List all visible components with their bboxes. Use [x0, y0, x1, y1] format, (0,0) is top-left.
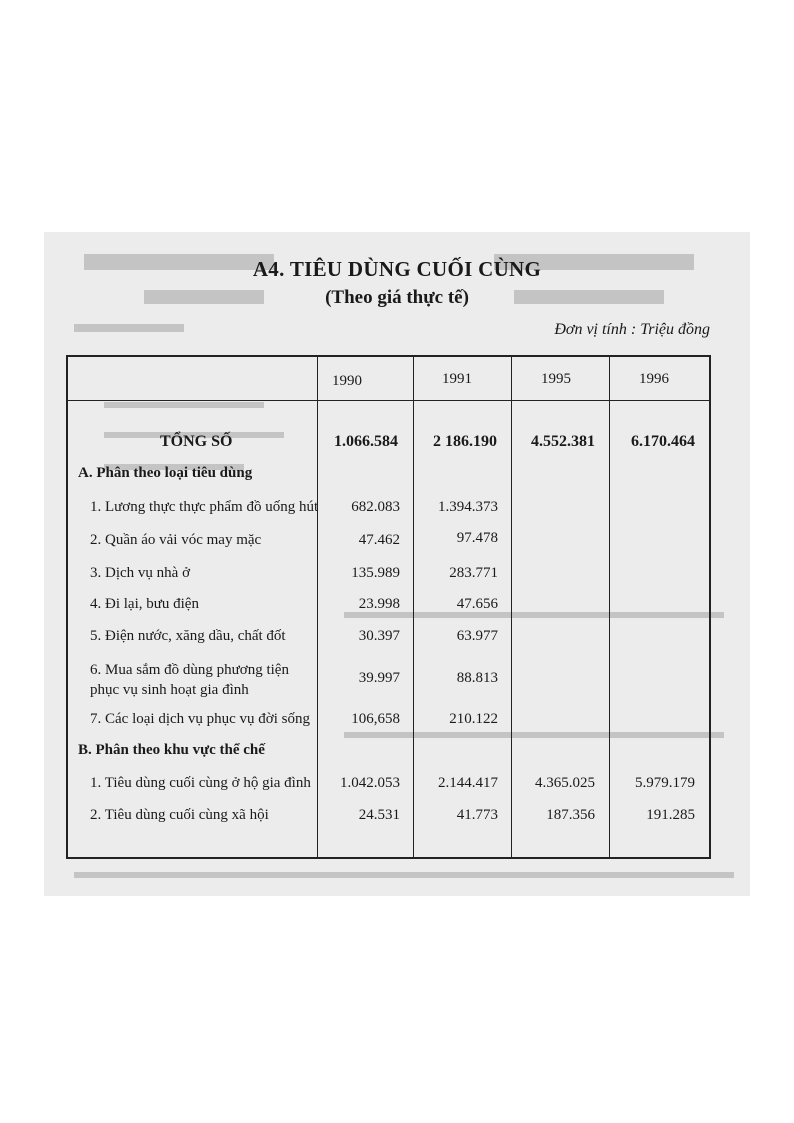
header-divider: [68, 400, 709, 401]
row-label-continued: phục vụ sinh hoạt gia đình: [90, 682, 249, 698]
cell-1990: 106,658: [351, 711, 400, 727]
cell-1991: 283.771: [449, 565, 498, 581]
table-subtitle: (Theo giá thực tế): [325, 287, 469, 308]
row-label: 7. Các loại dịch vụ phục vụ đời sống: [90, 711, 310, 727]
cell-1991: 1.394.373: [438, 499, 498, 515]
cell-1995: 187.356: [546, 807, 595, 823]
section-b-heading: B. Phân theo khu vực thể chế: [78, 742, 265, 758]
year-header-1991: 1991: [442, 371, 472, 387]
cell-1991: 47.656: [456, 596, 498, 612]
row-label: 4. Đi lại, bưu điện: [90, 596, 199, 612]
row-label: 5. Điện nước, xăng dầu, chất đốt: [90, 628, 286, 644]
cell-1991: 2.144.417: [438, 775, 498, 791]
total-label: TỔNG SỐ: [160, 433, 233, 450]
column-divider: [317, 357, 318, 857]
cell-1990: 24.531: [358, 807, 400, 823]
consumption-table: [66, 355, 711, 859]
cell-1995: 4.365.025: [535, 775, 595, 791]
cell-1990: 682.083: [351, 499, 400, 515]
total-1995: 4.552.381: [531, 433, 595, 450]
row-label: 1. Lương thực thực phẩm đồ uống hút: [90, 499, 319, 515]
cell-1991: 88.813: [456, 670, 498, 686]
year-header-1995: 1995: [541, 371, 571, 387]
year-header-1996: 1996: [639, 371, 669, 387]
total-1991: 2 186.190: [433, 433, 497, 450]
cell-1990: 39.997: [358, 670, 400, 686]
cell-1990: 1.042.053: [340, 775, 400, 791]
column-divider: [609, 357, 610, 857]
unit-label: Đơn vị tính : Triệu đồng: [554, 321, 710, 338]
cell-1990: 135.989: [351, 565, 400, 581]
cell-1991: 210.122: [449, 711, 498, 727]
row-label: 2. Quần áo vải vóc may mặc: [90, 532, 262, 548]
row-label: 6. Mua sắm đồ dùng phương tiện: [90, 662, 289, 678]
total-1990: 1.066.584: [334, 433, 398, 450]
row-label: 1. Tiêu dùng cuối cùng ở hộ gia đình: [90, 775, 311, 791]
cell-1996: 5.979.179: [635, 775, 695, 791]
cell-1990: 30.397: [358, 628, 400, 644]
cell-1996: 191.285: [646, 807, 695, 823]
cell-1991: 63.977: [456, 628, 498, 644]
year-header-1990: 1990: [332, 373, 362, 389]
row-label: 2. Tiêu dùng cuối cùng xã hội: [90, 807, 269, 823]
cell-1991: 41.773: [456, 807, 498, 823]
cell-1990: 47.462: [358, 532, 400, 548]
cell-1990: 23.998: [358, 596, 400, 612]
column-divider: [413, 357, 414, 857]
row-label: 3. Dịch vụ nhà ở: [90, 565, 190, 581]
column-divider: [511, 357, 512, 857]
total-1996: 6.170.464: [631, 433, 695, 450]
section-a-heading: A. Phân theo loại tiêu dùng: [78, 465, 253, 481]
table-title: A4. TIÊU DÙNG CUỐI CÙNG: [252, 257, 542, 281]
cell-1991: 97.478: [456, 530, 498, 546]
